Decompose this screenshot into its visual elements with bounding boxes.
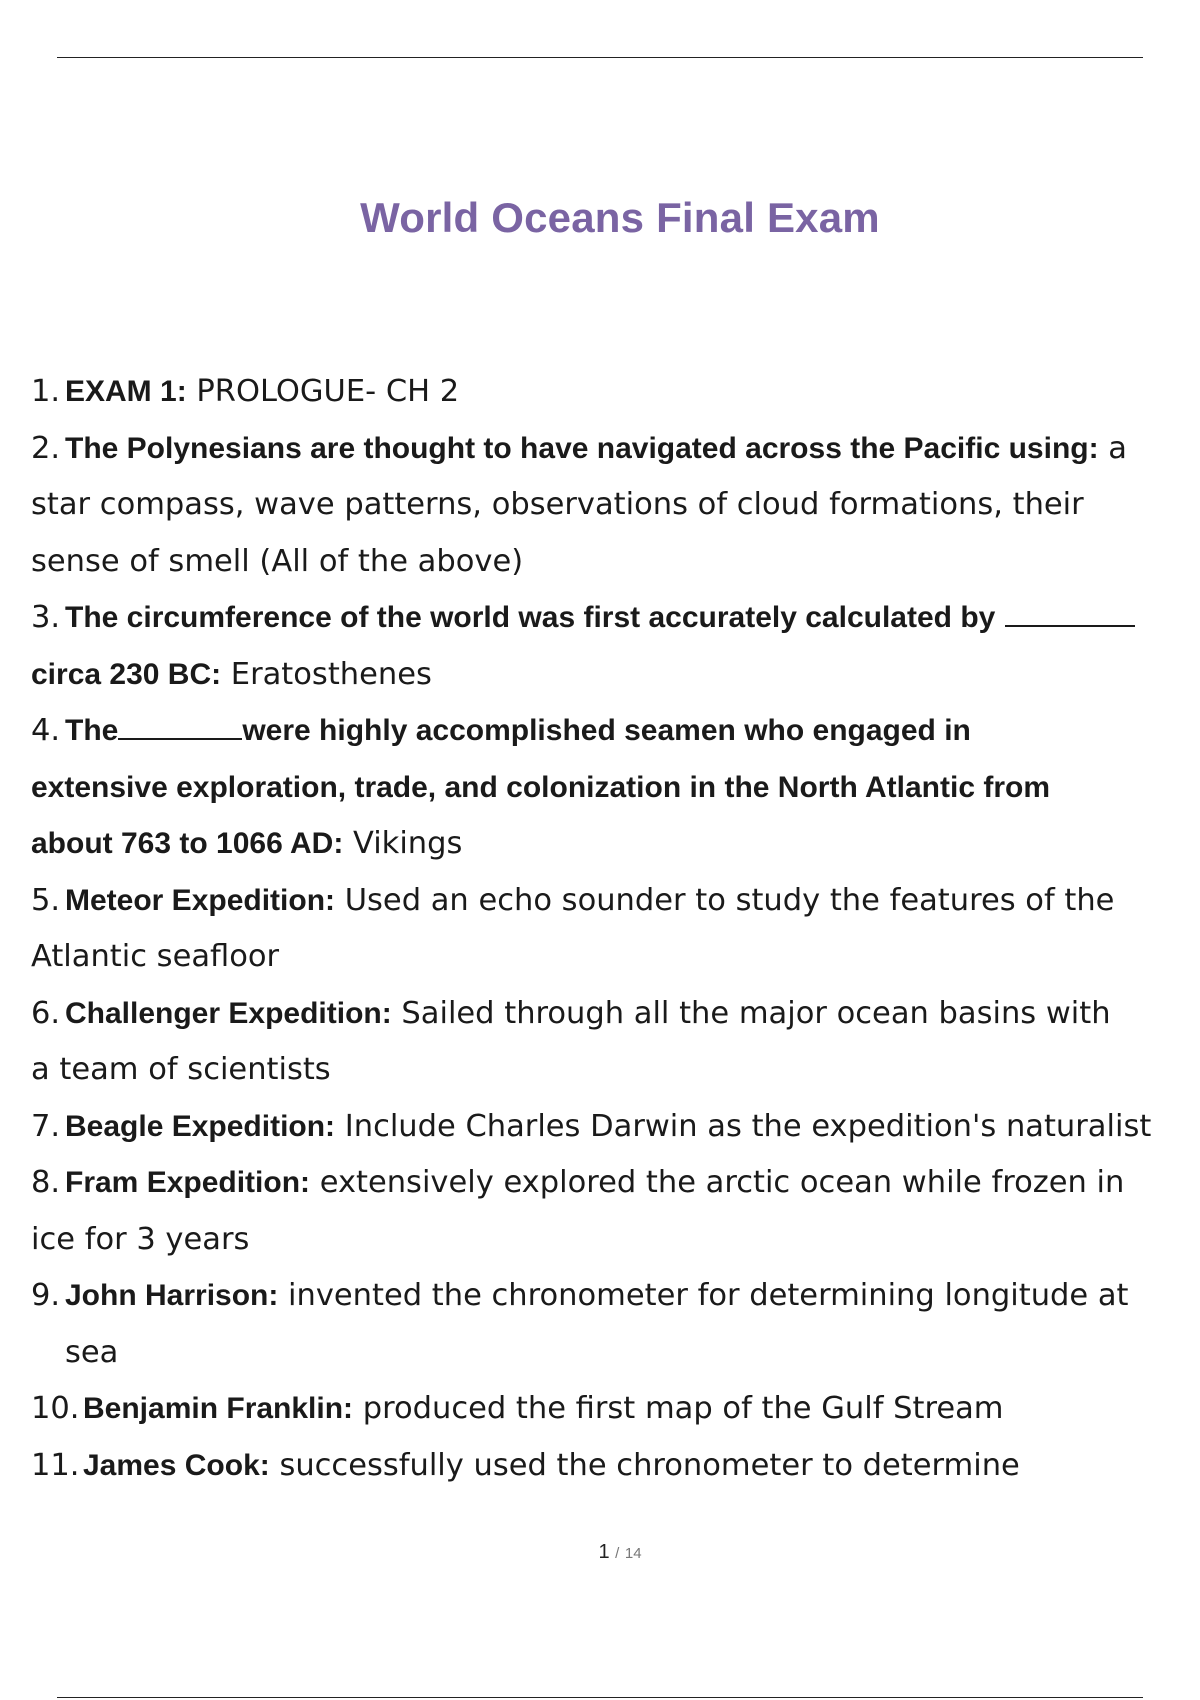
list-item	[31, 590, 1200, 703]
answer-word: compass,	[99, 487, 245, 522]
page-total: 14	[624, 1545, 642, 1562]
item-answer-line: Atlantic seafloor	[31, 939, 280, 974]
answer-word: cloud	[736, 487, 820, 522]
item-answer-justified-line	[31, 477, 1200, 534]
item-term: were highly accomplished seamen who engaged in	[242, 714, 971, 747]
fill-in-blank	[1005, 603, 1135, 627]
list-item	[31, 703, 1200, 873]
item-term: James Cook:	[83, 1448, 270, 1482]
item-answer-line: sea	[65, 1334, 119, 1370]
item-term: The circumference of the world was first accurately calculated by	[65, 601, 996, 634]
item-number: 3.	[31, 600, 61, 635]
item-number: 2.	[31, 430, 61, 466]
list-item	[31, 873, 1200, 986]
item-answer: Used an echo sounder to study the features of the	[335, 882, 1115, 918]
answer-word: wave	[254, 487, 335, 522]
list-item	[31, 1268, 1200, 1381]
item-answer-line: ice for 3 years	[31, 1221, 250, 1257]
question-list	[31, 364, 1200, 1494]
answer-word: observations	[491, 487, 688, 522]
list-item	[31, 364, 1200, 421]
item-term: Benjamin Franklin:	[83, 1392, 354, 1425]
answer-word: of	[697, 487, 728, 522]
item-answer: Vikings	[343, 826, 463, 861]
item-term-start: The	[65, 714, 119, 747]
item-term: EXAM 1:	[65, 375, 187, 408]
item-term-continued: circa 230 BC:	[31, 657, 222, 691]
item-answer: successfully used the chronometer to determine	[269, 1447, 1020, 1483]
list-item	[31, 1099, 1200, 1156]
item-number: 1.	[31, 374, 61, 409]
item-answer: Sailed through all the major ocean basins with	[391, 995, 1111, 1031]
item-answer-line: sense of smell (All of the above)	[31, 543, 524, 579]
list-item	[31, 1155, 1200, 1268]
answer-word: formations,	[829, 487, 1003, 522]
item-number: 10.	[31, 1391, 80, 1426]
item-term-continued: about 763 to 1066 AD:	[31, 827, 344, 860]
item-term: Meteor Expedition:	[65, 883, 336, 917]
document-title: World Oceans Final Exam	[360, 194, 880, 242]
list-item	[31, 986, 1200, 1099]
fill-in-blank	[118, 716, 242, 740]
item-term: The Polynesians are thought to have navigated across the Pacific using:	[65, 431, 1099, 465]
item-number: 7.	[31, 1108, 61, 1144]
item-answer: produced the first map of the Gulf Stream	[353, 1391, 1004, 1426]
page-number	[0, 1541, 1200, 1564]
item-number: 9.	[31, 1278, 61, 1313]
item-answer: extensively explored the arctic ocean while frozen in	[310, 1165, 1125, 1200]
item-number: 6.	[31, 995, 61, 1031]
item-answer: Eratosthenes	[221, 656, 432, 692]
item-answer: Include Charles Darwin as the expedition's naturalist	[335, 1108, 1152, 1144]
page-current: 1	[598, 1541, 610, 1563]
item-number: 5.	[31, 882, 61, 918]
item-term: Fram Expedition:	[65, 1166, 311, 1199]
item-number: 11.	[31, 1447, 80, 1483]
item-number: 8.	[31, 1165, 61, 1200]
item-answer-line: a team of scientists	[31, 1052, 331, 1087]
bottom-rule	[57, 1697, 1143, 1698]
item-term: Challenger Expedition:	[65, 996, 392, 1030]
item-answer: invented the chronometer for determining longitude at	[278, 1278, 1129, 1313]
item-term-continued: extensive exploration, trade, and colonization in the North Atlantic from	[31, 770, 1051, 804]
page-separator: /	[615, 1545, 620, 1562]
answer-word: their	[1012, 487, 1084, 522]
list-item	[31, 1438, 1200, 1495]
answer-word: patterns,	[344, 487, 482, 522]
item-term: John Harrison:	[65, 1279, 279, 1312]
answer-word: star	[31, 487, 91, 522]
list-item	[31, 1381, 1200, 1438]
item-term: Beagle Expedition:	[65, 1109, 336, 1143]
list-item	[31, 421, 1200, 591]
item-answer-tail: a	[1098, 430, 1127, 466]
item-number: 4.	[31, 713, 61, 748]
item-answer: PROLOGUE- CH 2	[186, 374, 460, 409]
top-rule	[57, 57, 1143, 58]
